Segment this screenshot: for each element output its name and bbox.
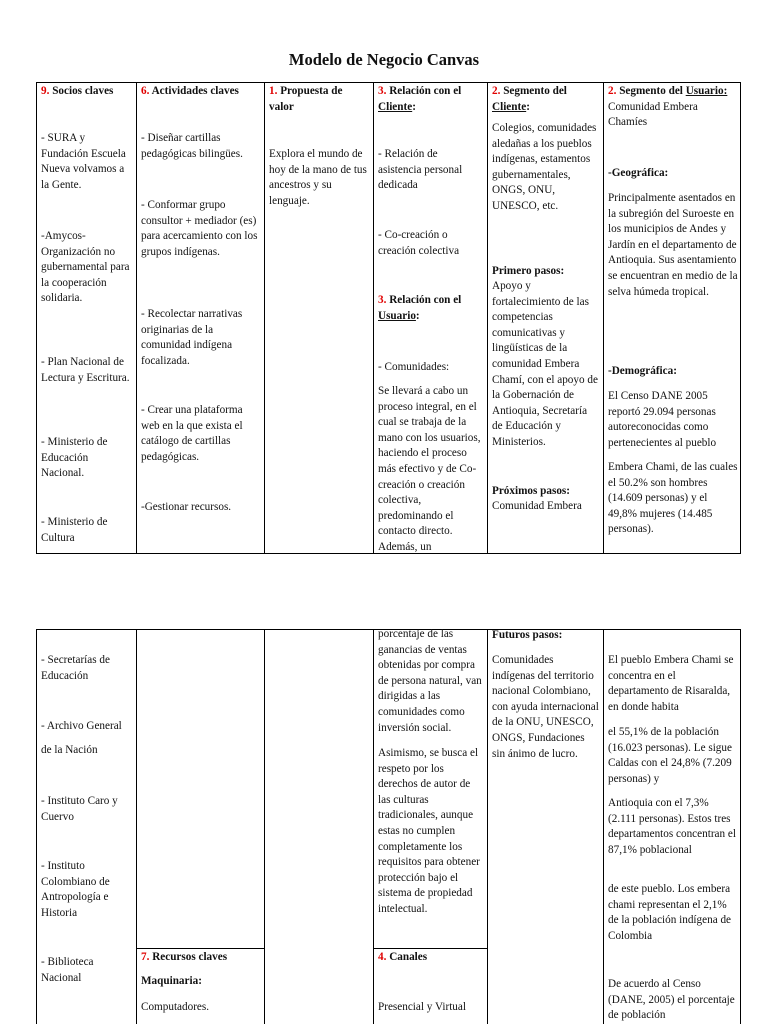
segmento-usuario-continued (604, 630, 740, 1024)
propuesta-valor-header: 1. Propuesta de valor (269, 85, 343, 113)
relacion-usuario-text: Se llevará a cabo un proceso integral, en el cual se trabaja de la mano con los usuarios, haciendo el proceso más efectivo y de Co-creación o creación colectiva, predominando el contacto directo. Además, un (378, 385, 481, 553)
primeros-pasos-text: Apoyo y fortalecimiento de las competencias comunicativas y lingüísticas de la comunidad Embera Chamí, con el apoyo de la Gobernación de Antioquia, Secretaría de Educación y Ministerios. (492, 280, 598, 448)
segmento-cliente-continued (488, 627, 603, 1024)
relacion-cliente-item: - Relación de asistencia personal dedicada (378, 148, 463, 192)
demografica-label: -Demográfica: (608, 365, 677, 377)
socios-claves-cell (37, 83, 136, 553)
geografica-label: -Geográfica: (608, 167, 669, 179)
relacion-usuario-continued (374, 627, 487, 948)
proximos-pasos-label: Próximos pasos: (492, 485, 571, 497)
segmento-usuario-header: 2. Segmento del Usuario: Comunidad Embera Chamíes (608, 85, 728, 129)
socio-item: de la Nación (41, 744, 98, 756)
segmento-cliente-cell (488, 83, 603, 553)
demografica-text: El Censo DANE 2005 reportó 29.094 personas autoreconocidas como pertenecientes al pueblo (608, 390, 717, 449)
socios-claves-header: 9. Socios claves (41, 85, 114, 97)
relacion-cliente-item: - Co-creación o creación colectiva (378, 229, 460, 257)
actividad-item: - Crear una plataforma web en la que exista el catálogo de cartillas pedagógicas. (141, 404, 243, 463)
futuros-pasos-text: Comunidades indígenas del territorio nacional Colombiano, con ayuda internacional de la ONU, UNESCO, ONGS, Fundaciones sin ánimo de lucro. (492, 654, 599, 760)
geografica-text: Principalmente asentados en la subregión del Suroeste en los municipios de Andes y Jardín en el departamento de Antioquia. Sus asentamiento se encuentran en medio de la selva húmeda tropical. (608, 192, 738, 298)
socio-item: - SURA y Fundación Escuela Nueva volvamos a la Gente. (41, 132, 126, 191)
relacion-cell (374, 83, 487, 553)
segmento-usuario-cell (604, 83, 740, 553)
proximos-pasos-text: Comunidad Embera (492, 500, 582, 512)
relacion-usuario-header: 3. Relación con el Usuario: (378, 294, 462, 322)
recursos-claves-cell (137, 949, 264, 1024)
propuesta-valor-cell (265, 83, 373, 553)
demografica-text: de este pueblo. Los embera chami representan el 2,1% de la población indígena de Colombia (608, 883, 732, 942)
demografica-text: el 55,1% de la población (16.023 personas). Le sigue Caldas con el 24,8% (7.209 personas) y (608, 726, 732, 785)
futuros-pasos-label: Futuros pasos: (492, 629, 563, 641)
socios-claves-continued (37, 630, 136, 1024)
canales-text: Presencial y Virtual (378, 1001, 466, 1013)
socio-item: - Secretarías de Educación (41, 654, 110, 682)
canales-header: 4. Canales (378, 951, 428, 963)
actividades-claves-header: 6. Actividades claves (141, 85, 239, 97)
socio-item: - Archivo General (41, 720, 122, 732)
propuesta-valor-text: Explora el mundo de hoy de la mano de tus ancestros y su lenguaje. (269, 148, 367, 207)
actividad-item: - Diseñar cartillas pedagógicas bilingües. (141, 132, 243, 160)
segmento-cliente-text: Colegios, comunidades aledañas a los pueblos indígenas, estamentos gubernamentales, ONGS, ONU, UNESCO, etc. (492, 122, 597, 212)
socio-item: - Biblioteca Nacional (41, 956, 94, 984)
relacion-usuario-text: Asimismo, se busca el respeto por los derechos de autor de las culturas tradicionales, aunque estas no cumplen completamente los requisitos para obtener protección bajo el sistema de propiedad intelectual. (378, 747, 480, 915)
socio-item: - Instituto Caro y Cuervo (41, 795, 118, 823)
actividad-item: - Conformar grupo consultor + mediador (es) para acercamiento con los grupos indígenas. (141, 199, 258, 258)
primeros-pasos-label: Primero pasos: (492, 265, 565, 277)
demografica-text: Embera Chami, de las cuales el 50.2% son hombres (14.609 personas) y el 49,8% mujeres (14.485 personas). (608, 461, 738, 536)
relacion-usuario-text: porcentaje de las ganancias de ventas obtenidas por compra de persona natural, van dirigidas a las comunidades como inversión social. (378, 628, 482, 734)
socio-item: -Amycos-Organización no gubernamental para la cooperación solidaria. (41, 230, 130, 305)
relacion-usuario-item: - Comunidades: (378, 361, 450, 373)
actividades-claves-cell (137, 83, 264, 553)
recursos-claves-header: 7. Recursos claves (141, 951, 228, 963)
segmento-cliente-header: 2. Segmento del Cliente: (492, 85, 567, 113)
recurso-item: Computadores. (141, 1001, 210, 1013)
maquinaria-label: Maquinaria: (141, 975, 202, 987)
socio-item: - Ministerio de Cultura (41, 516, 108, 544)
actividad-item: - Recolectar narrativas originarias de la comunidad indígena focalizada. (141, 308, 243, 367)
demografica-text: El pueblo Embera Chami se concentra en el departamento de Risaralda, en donde habita (608, 654, 734, 713)
canales-cell (374, 949, 487, 1024)
actividad-item: -Gestionar recursos. (141, 501, 232, 513)
socio-item: - Ministerio de Educación Nacional. (41, 436, 108, 480)
socio-item: - Plan Nacional de Lectura y Escritura. (41, 356, 130, 384)
socio-item: - Instituto Colombiano de Antropología e Historia (41, 860, 110, 919)
relacion-cliente-header: 3. Relación con el Cliente: (378, 85, 462, 113)
demografica-text: Antioquia con el 7,3% (2.111 personas). Estos tres departamentos concentran el 87,1% poblacional (608, 797, 736, 856)
document-title: Modelo de Negocio Canvas (288, 50, 480, 69)
demografica-text: De acuerdo al Censo (DANE, 2005) el porcentaje de población (608, 978, 735, 1022)
